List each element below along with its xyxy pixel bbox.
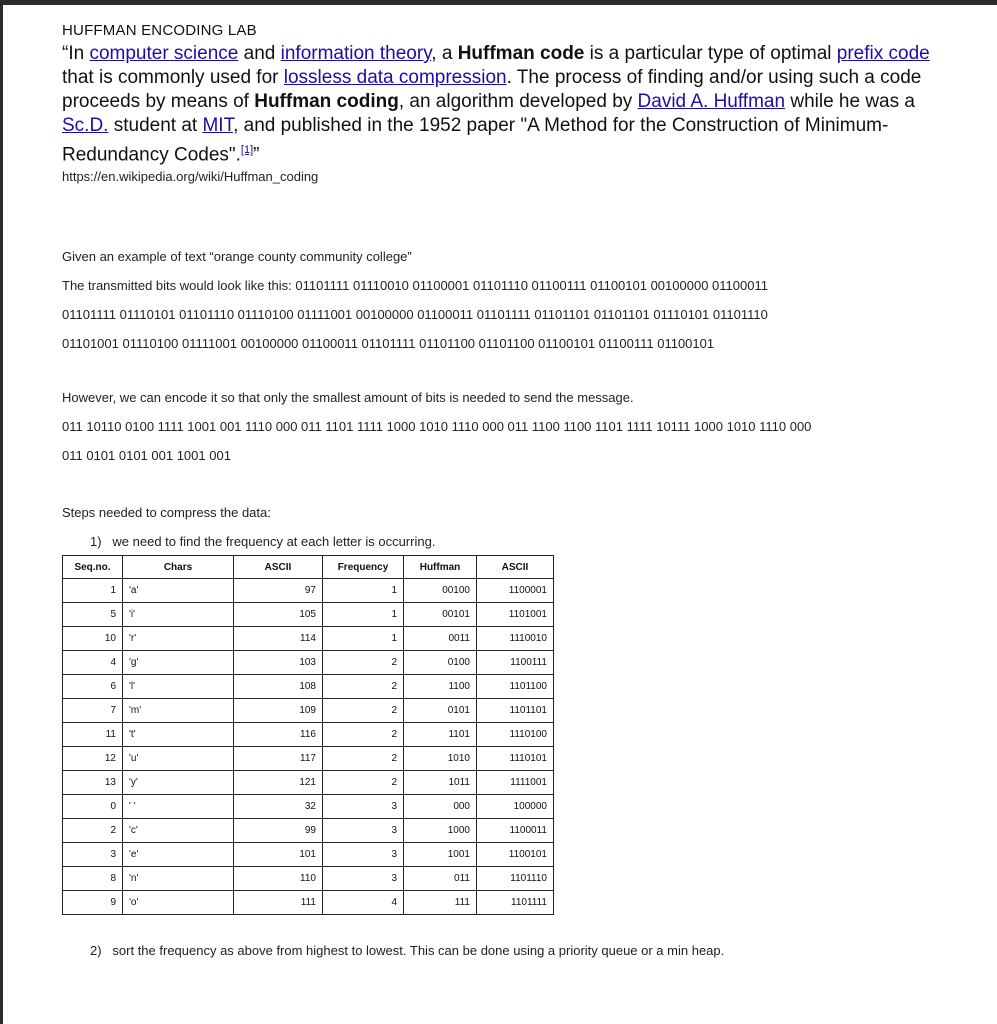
- cell-ascii: 99: [234, 819, 323, 843]
- cell-huffman: 00100: [404, 579, 477, 603]
- quote-open: “In: [62, 43, 90, 64]
- step-1-number: 1): [90, 534, 102, 549]
- cell-seq-no: 3: [63, 843, 123, 867]
- quote-text-4: that is commonly used for: [62, 67, 284, 88]
- cell-char: 'e': [123, 843, 234, 867]
- encoded-line-2: 011 0101 0101 001 1001 001: [62, 448, 231, 463]
- link-mit[interactable]: MIT: [202, 115, 234, 136]
- cell-seq-no: 12: [63, 747, 123, 771]
- cell-seq-no: 6: [63, 675, 123, 699]
- header-huffman: Huffman: [404, 556, 477, 579]
- step-1-text: we need to find the frequency at each letter is occurring.: [112, 534, 436, 549]
- cell-ascii: 116: [234, 723, 323, 747]
- cell-char: 'l': [123, 675, 234, 699]
- cell-char: 'i': [123, 603, 234, 627]
- cell-frequency: 1: [323, 603, 404, 627]
- header-chars: Chars: [123, 556, 234, 579]
- cell-char: ' ': [123, 795, 234, 819]
- cell-ascii-binary: 1100111: [477, 651, 554, 675]
- cell-frequency: 2: [323, 747, 404, 771]
- cell-frequency: 1: [323, 579, 404, 603]
- header-frequency: Frequency: [323, 556, 404, 579]
- cell-frequency: 3: [323, 795, 404, 819]
- cell-seq-no: 9: [63, 891, 123, 915]
- link-david-huffman[interactable]: David A. Huffman: [637, 91, 786, 112]
- cell-ascii-binary: 1110101: [477, 747, 554, 771]
- cell-huffman: 1010: [404, 747, 477, 771]
- cell-frequency: 2: [323, 699, 404, 723]
- encoded-intro: However, we can encode it so that only the smallest amount of bits is needed to send the message.: [62, 390, 634, 405]
- cell-frequency: 2: [323, 675, 404, 699]
- example-intro: Given an example of text “orange county community college”: [62, 249, 412, 264]
- cell-char: 't': [123, 723, 234, 747]
- table-row: [63, 627, 554, 651]
- cell-ascii-binary: 1100001: [477, 579, 554, 603]
- cell-ascii: 105: [234, 603, 323, 627]
- link-information-theory[interactable]: information theory: [280, 43, 432, 64]
- cell-char: 'c': [123, 819, 234, 843]
- quote-text-1: and: [238, 43, 281, 64]
- example-section: [62, 242, 768, 358]
- table-header-row: [63, 556, 554, 579]
- source-url: https://en.wikipedia.org/wiki/Huffman_coding: [62, 169, 319, 185]
- quote-text-7: while he was a: [785, 91, 915, 112]
- table-row: [63, 867, 554, 891]
- encoded-line-1: 011 10110 0100 1111 1001 001 1110 000 011 1101 1111 1000 1010 1110 000 011 1100 1100 1101 1111 10111 1000 1010 1110 000: [62, 419, 812, 434]
- cell-frequency: 3: [323, 843, 404, 867]
- cell-char: 'o': [123, 891, 234, 915]
- cell-huffman: 0100: [404, 651, 477, 675]
- cell-seq-no: 13: [63, 771, 123, 795]
- link-prefix-code[interactable]: prefix code: [836, 43, 930, 64]
- step-2-text: sort the frequency as above from highest to lowest. This can be done using a priority queue or a min heap.: [112, 943, 725, 958]
- quote-text-6: , an algorithm developed by: [398, 91, 638, 112]
- step-2: [90, 943, 724, 958]
- cell-ascii: 108: [234, 675, 323, 699]
- table-row: [63, 891, 554, 915]
- cell-huffman: 000: [404, 795, 477, 819]
- quote-text-3: is a particular type of optimal: [584, 43, 837, 64]
- header-ascii: ASCII: [234, 556, 323, 579]
- link-computer-science[interactable]: computer science: [89, 43, 239, 64]
- cell-ascii-binary: 1100011: [477, 819, 554, 843]
- table-body: [63, 579, 554, 915]
- cell-ascii: 103: [234, 651, 323, 675]
- bold-huffman-code: Huffman code: [457, 43, 585, 64]
- cell-ascii-binary: 1101001: [477, 603, 554, 627]
- cell-char: 'n': [123, 867, 234, 891]
- cell-ascii-binary: 1111001: [477, 771, 554, 795]
- lab-title: HUFFMAN ENCODING LAB: [62, 22, 257, 39]
- cell-ascii: 32: [234, 795, 323, 819]
- cell-char: 'y': [123, 771, 234, 795]
- cell-ascii-binary: 1101100: [477, 675, 554, 699]
- cell-seq-no: 2: [63, 819, 123, 843]
- window-top-border: [0, 0, 997, 5]
- cell-ascii: 101: [234, 843, 323, 867]
- cell-ascii-binary: 1110010: [477, 627, 554, 651]
- cell-ascii-binary: 1110100: [477, 723, 554, 747]
- cell-huffman: 1100: [404, 675, 477, 699]
- cell-huffman: 1001: [404, 843, 477, 867]
- cell-huffman: 1101: [404, 723, 477, 747]
- cell-seq-no: 10: [63, 627, 123, 651]
- cell-seq-no: 0: [63, 795, 123, 819]
- bits-line-3: 01101001 01110100 01111001 00100000 01100011 01101111 01101100 01101100 01100101 01100111 01100101: [62, 336, 715, 351]
- bits-line-2: 01101111 01110101 01101110 01110100 01111001 00100000 01100011 01101111 01101101 01101101 01110101 01101110: [62, 307, 768, 322]
- link-lossless-compression[interactable]: lossless data compression: [283, 67, 507, 88]
- link-scd[interactable]: Sc.D.: [62, 115, 109, 136]
- table-row: [63, 747, 554, 771]
- quote-text-8: student at: [108, 115, 203, 136]
- table-row: [63, 675, 554, 699]
- table-row: [63, 579, 554, 603]
- document-page: [62, 22, 942, 958]
- cell-seq-no: 5: [63, 603, 123, 627]
- cell-frequency: 3: [323, 819, 404, 843]
- frequency-table: [62, 555, 554, 915]
- cell-ascii: 117: [234, 747, 323, 771]
- cell-char: 'r': [123, 627, 234, 651]
- cell-frequency: 2: [323, 723, 404, 747]
- bits-line-1: The transmitted bits would look like this: 01101111 01110010 01100001 01101110 01100111 01100101 00100000 01100011: [62, 278, 768, 293]
- quote-close: ”: [253, 144, 260, 166]
- cell-seq-no: 7: [63, 699, 123, 723]
- cell-seq-no: 1: [63, 579, 123, 603]
- reference-link[interactable]: [1]: [240, 144, 254, 156]
- cell-frequency: 4: [323, 891, 404, 915]
- table-row: [63, 771, 554, 795]
- cell-huffman: 1011: [404, 771, 477, 795]
- table-row: [63, 651, 554, 675]
- window-left-border: [0, 0, 3, 1024]
- cell-char: 'a': [123, 579, 234, 603]
- cell-ascii: 109: [234, 699, 323, 723]
- reference-superscript: [241, 144, 253, 156]
- cell-ascii: 114: [234, 627, 323, 651]
- table-row: [63, 603, 554, 627]
- header-seq-no: Seq.no.: [63, 556, 123, 579]
- table-row: [63, 723, 554, 747]
- cell-ascii-binary: 1101111: [477, 891, 554, 915]
- cell-ascii: 97: [234, 579, 323, 603]
- quote-text-2: , a: [431, 43, 458, 64]
- cell-char: 'm': [123, 699, 234, 723]
- cell-ascii-binary: 1100101: [477, 843, 554, 867]
- cell-char: 'g': [123, 651, 234, 675]
- header-ascii-binary: ASCII: [477, 556, 554, 579]
- table-row: [63, 843, 554, 867]
- steps-section: [62, 498, 435, 556]
- table-row: [63, 795, 554, 819]
- cell-huffman: 011: [404, 867, 477, 891]
- cell-frequency: 1: [323, 627, 404, 651]
- cell-ascii-binary: 1101110: [477, 867, 554, 891]
- cell-seq-no: 11: [63, 723, 123, 747]
- cell-ascii: 121: [234, 771, 323, 795]
- cell-ascii: 111: [234, 891, 323, 915]
- quote-text-9: , and published in the 1952 paper "A Method for the Construction of Minimum-Redundancy Codes".: [62, 115, 889, 166]
- cell-seq-no: 4: [63, 651, 123, 675]
- cell-char: 'u': [123, 747, 234, 771]
- wikipedia-quote: [62, 42, 942, 167]
- step-2-number: 2): [90, 943, 102, 958]
- cell-frequency: 2: [323, 651, 404, 675]
- cell-huffman: 111: [404, 891, 477, 915]
- cell-huffman: 0011: [404, 627, 477, 651]
- cell-huffman: 1000: [404, 819, 477, 843]
- cell-frequency: 3: [323, 867, 404, 891]
- cell-huffman: 0101: [404, 699, 477, 723]
- cell-ascii-binary: 1101101: [477, 699, 554, 723]
- step-1: [90, 527, 435, 556]
- cell-ascii: 110: [234, 867, 323, 891]
- table-row: [63, 819, 554, 843]
- cell-huffman: 00101: [404, 603, 477, 627]
- cell-ascii-binary: 100000: [477, 795, 554, 819]
- quote-text-5: . The process of finding and/or using such a code proceeds by means of: [62, 67, 922, 112]
- encoded-section: [62, 383, 811, 470]
- bold-huffman-coding: Huffman coding: [254, 91, 399, 112]
- cell-seq-no: 8: [63, 867, 123, 891]
- cell-frequency: 2: [323, 771, 404, 795]
- steps-heading: Steps needed to compress the data:: [62, 505, 271, 520]
- table-row: [63, 699, 554, 723]
